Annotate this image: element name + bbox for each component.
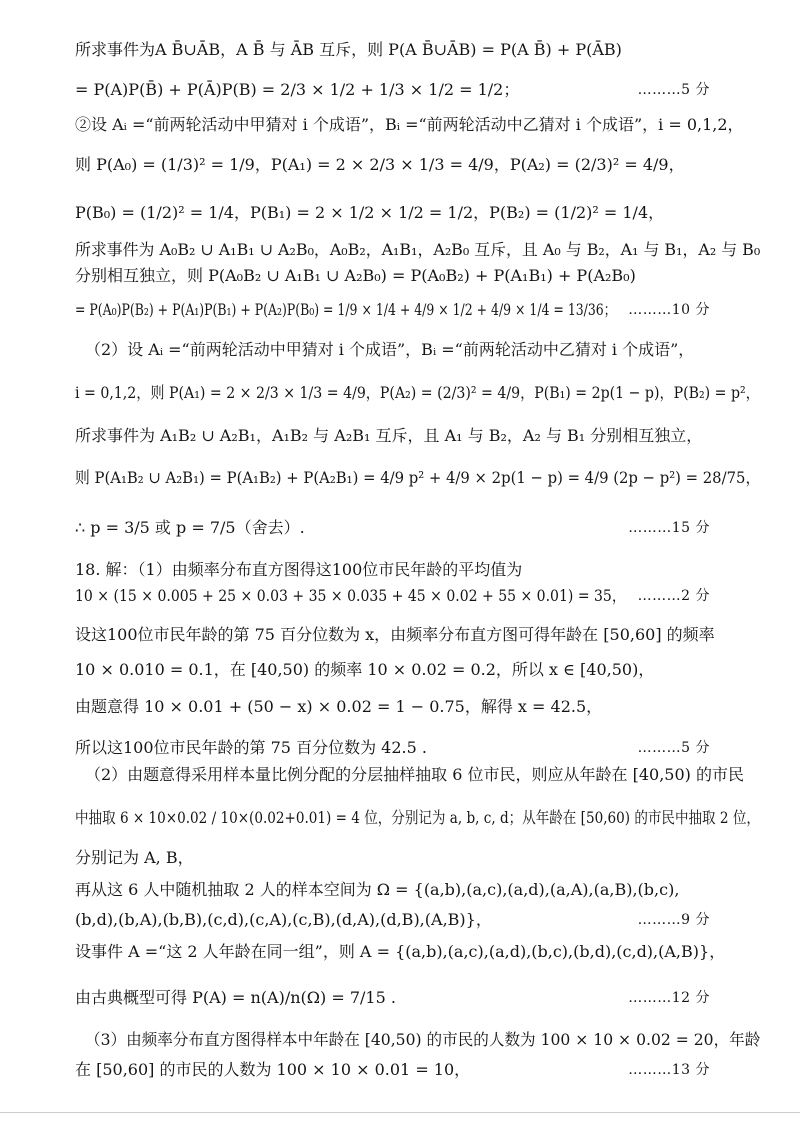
line-text: 在 [50,60] 的市民的人数为 100 × 10 × 0.01 = 10， bbox=[75, 1060, 471, 1079]
line-text: ∴ p = 3/5 或 p = 7/5（舍去）. bbox=[75, 518, 305, 537]
line-text: 所求事件为 A₀B₂ ∪ A₁B₁ ∪ A₂B₀，A₀B₂，A₁B₁，A₂B₀ 互斥，且 A₀ 与 B₂，A₁ 与 B₁，A₂ 与 B₀ bbox=[75, 240, 761, 259]
line-text: (b,d),(b,A),(b,B),(c,d),(c,A),(c,B),(d,A),(d,B),(A,B)}， bbox=[75, 910, 492, 929]
line-text: 所求事件为 A₁B₂ ∪ A₂B₁，A₁B₂ 与 A₂B₁ 互斥，且 A₁ 与 B₂，A₂ 与 B₁ 分别相互独立， bbox=[75, 426, 703, 445]
score-mark: ………5 分 bbox=[637, 82, 710, 98]
line-text: 所求事件为A B̄∪ĀB，A B̄ 与 ĀB 互斥，则 P(A B̄∪ĀB) = P(A B̄) + P(ĀB) bbox=[75, 40, 622, 59]
line-text: 10 × (15 × 0.005 + 25 × 0.03 + 35 × 0.035 + 45 × 0.02 + 55 × 0.01) = 35， bbox=[75, 586, 626, 605]
page-divider bbox=[0, 1112, 800, 1113]
line-text: （2）设 Aᵢ =“前两轮活动中甲猜对 i 个成语”，Bᵢ =“前两轮活动中乙猜对 i 个成语”， bbox=[85, 340, 695, 359]
line-text: 设这100位市民年龄的第 75 百分位数为 x，由频率分布直方图可得年龄在 [50,60] 的频率 bbox=[75, 625, 715, 644]
score-mark: ………13 分 bbox=[628, 1062, 710, 1078]
line-text: 10 × 0.010 = 0.1，在 [40,50) 的频率 10 × 0.02 = 0.2，所以 x ∈ [40,50)， bbox=[75, 660, 655, 679]
line-text: 设事件 A =“这 2 人年龄在同一组”，则 A = {(a,b),(a,c),(a,d),(b,c),(b,d),(c,d),(A,B)}， bbox=[75, 942, 726, 961]
score-mark: ………5 分 bbox=[637, 740, 710, 756]
line-text: 则 P(A₁B₂ ∪ A₂B₁) = P(A₁B₂) + P(A₂B₁) = 4/9 p² + 4/9 × 2p(1 − p) = 4/9 (2p − p²) = 28/75， bbox=[75, 468, 761, 487]
line-text: = P(A₀)P(B₂) + P(A₁)P(B₁) + P(A₂)P(B₀) = 1/9 × 1/4 + 4/9 × 1/2 + 4/9 × 1/4 = 13/36； bbox=[75, 300, 617, 319]
line-text: 分别记为 A, B， bbox=[75, 848, 194, 867]
line-text: 18. 解：（1）由频率分布直方图得这100位市民年龄的平均值为 bbox=[75, 560, 523, 579]
score-mark: ………12 分 bbox=[628, 990, 710, 1006]
line-text: （2）由题意得采用样本量比例分配的分层抽样抽取 6 位市民，则应从年龄在 [40,50) 的市民 bbox=[85, 765, 744, 784]
line-text: P(B₀) = (1/2)² = 1/4，P(B₁) = 2 × 1/2 × 1/2 = 1/2，P(B₂) = (1/2)² = 1/4， bbox=[75, 203, 665, 222]
line-text: 所以这100位市民年龄的第 75 百分位数为 42.5 . bbox=[75, 738, 427, 757]
line-text: （3）由频率分布直方图得样本中年龄在 [40,50) 的市民的人数为 100 × 10 × 0.02 = 20，年龄 bbox=[85, 1030, 761, 1049]
score-mark: ………2 分 bbox=[637, 588, 710, 604]
line-text: 分别相互独立，则 P(A₀B₂ ∪ A₁B₁ ∪ A₂B₀) = P(A₀B₂) + P(A₁B₁) + P(A₂B₀) bbox=[75, 266, 636, 285]
line-text: 则 P(A₀) = (1/3)² = 1/9，P(A₁) = 2 × 2/3 × 1/3 = 4/9，P(A₂) = (2/3)² = 4/9， bbox=[75, 155, 685, 174]
line-text: 中抽取 6 × 10×0.02 / 10×(0.02+0.01) = 4 位，分别记为 a, b, c, d；从年龄在 [50,60) 的市民中抽取 2 位， bbox=[75, 808, 760, 827]
line-text: 由题意得 10 × 0.01 + (50 − x) × 0.02 = 1 − 0.75，解得 x = 42.5， bbox=[75, 697, 603, 716]
line-text: 由古典概型可得 P(A) = n(A)/n(Ω) = 7/15 . bbox=[75, 988, 396, 1007]
line-text: = P(A)P(B̄) + P(Ā)P(B) = 2/3 × 1/2 + 1/3 × 1/2 = 1/2； bbox=[75, 80, 520, 99]
line-text: i = 0,1,2，则 P(A₁) = 2 × 2/3 × 1/3 = 4/9，P(A₂) = (2/3)² = 4/9，P(B₁) = 2p(1 − p)，P(B₂) = p²， bbox=[75, 383, 760, 402]
score-mark: ………10 分 bbox=[628, 302, 710, 318]
line-text: 再从这 6 人中随机抽取 2 人的样本空间为 Ω = {(a,b),(a,c),(a,d),(a,A),(a,B),(b,c), bbox=[75, 880, 680, 899]
score-mark: ………9 分 bbox=[637, 912, 710, 928]
line-text: ②设 Aᵢ =“前两轮活动中甲猜对 i 个成语”，Bᵢ =“前两轮活动中乙猜对 i 个成语”，i = 0,1,2， bbox=[75, 115, 744, 134]
score-mark: ………15 分 bbox=[628, 520, 710, 536]
